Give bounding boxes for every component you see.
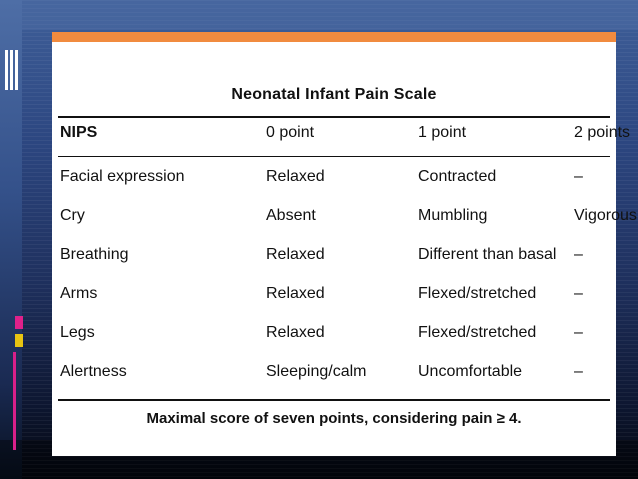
table-top-rule	[58, 116, 610, 118]
row-breathing-label: Breathing	[60, 246, 129, 263]
table-footer-note: Maximal score of seven points, considering pain ≥ 4.	[146, 410, 522, 427]
slide-background-band	[0, 0, 638, 30]
table-bottom-rule	[58, 399, 610, 401]
pain-scale-table-card: Neonatal Infant Pain Scale NIPS 0 point 1 point 2 points Facial expression Relaxed Contracted – Cry Absent Mumbling Vigorous Breathing Relaxed Different than basal – Arms Relaxed Flexed/stretched – Legs Relaxed Flexed/stretched – Alertness Sleeping/calm Uncomfortable – Maximal score of seven points, considering pain ≥ 4.	[52, 32, 616, 456]
row-arms-label: Arms	[60, 285, 98, 302]
decorative-pink-square	[15, 316, 23, 329]
decorative-bars-icon	[5, 50, 21, 90]
row-cry-label: Cry	[60, 207, 85, 224]
row-facial-expression-label: Facial expression	[60, 168, 185, 185]
row-legs-label: Legs	[60, 324, 95, 341]
decorative-yellow-square	[15, 334, 23, 347]
table-title: Neonatal Infant Pain Scale	[231, 86, 437, 103]
decorative-magenta-line	[13, 352, 16, 450]
header-nips: NIPS	[60, 124, 98, 141]
row-alertness-label: Alertness	[60, 363, 127, 380]
table-header-rule	[58, 156, 610, 157]
